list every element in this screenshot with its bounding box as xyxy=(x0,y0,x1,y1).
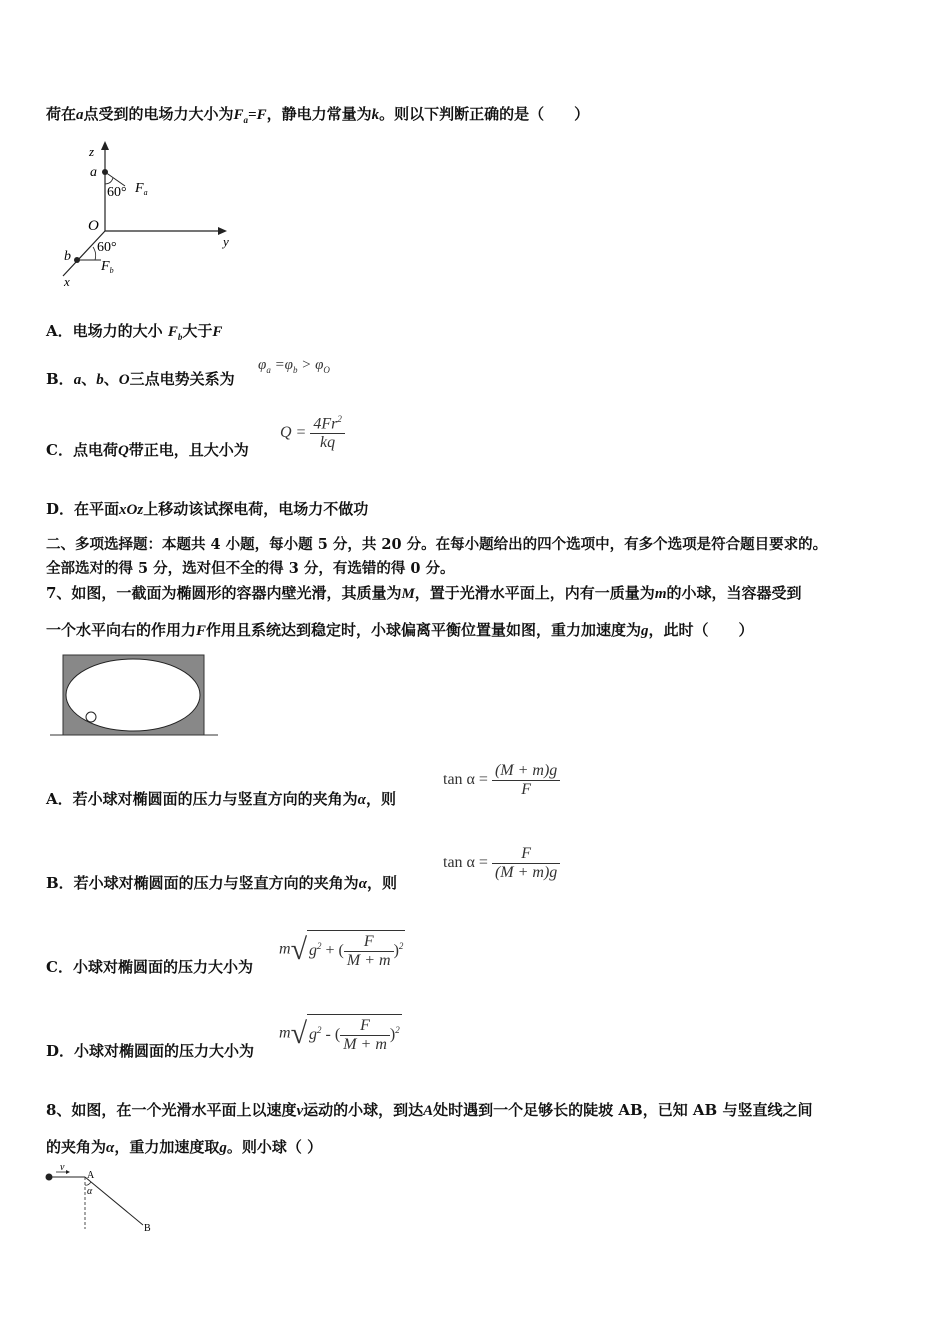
gt-phi: > φ xyxy=(301,357,324,373)
label-angle-bottom: 60° xyxy=(97,240,117,255)
var-a: a xyxy=(76,107,84,123)
var-m: m xyxy=(279,940,291,958)
text: 、 xyxy=(103,370,119,388)
label-Fb xyxy=(100,259,114,275)
label-A: A xyxy=(87,1170,95,1181)
var-a: a xyxy=(73,372,82,388)
var-F: F xyxy=(212,324,223,340)
text: 运动的小球，到达 xyxy=(303,1101,424,1119)
text: 大于 xyxy=(182,322,213,340)
var-A: A xyxy=(423,1103,434,1119)
subscript: b xyxy=(292,365,298,375)
text: 荷在 xyxy=(46,105,77,123)
q8-stem-line-1 xyxy=(46,1099,812,1120)
var-O: O xyxy=(118,372,130,388)
text: 、 xyxy=(81,370,97,388)
var-alpha: α xyxy=(106,1140,115,1156)
subscript: b xyxy=(177,332,183,342)
close-paren: ) xyxy=(393,942,399,960)
label-z: z xyxy=(89,144,95,159)
text: 。则小球（ ） xyxy=(226,1138,323,1156)
var-g: g xyxy=(309,1026,318,1044)
text: D．小球对椭圆面的压力大小为 xyxy=(46,1042,255,1060)
denominator: M + m xyxy=(343,1036,387,1053)
var-M: M xyxy=(401,586,415,602)
text: ，静电力常量为 xyxy=(266,105,372,123)
lhs: Q = xyxy=(280,423,307,441)
denominator: (M + m)g xyxy=(494,864,558,881)
var-plane: xOz xyxy=(119,502,144,518)
text: ，则 xyxy=(367,874,398,892)
eq-phi: =φ xyxy=(274,357,293,373)
slope-figure xyxy=(40,1163,170,1243)
denominator: kq xyxy=(320,434,336,452)
label-Fb-main: F xyxy=(101,259,110,274)
text: 7、如图，一截面为椭圆形的容器内壁光滑，其质量为 xyxy=(46,584,402,602)
text: 一个水平向右的作用力 xyxy=(46,621,197,639)
operator: - ( xyxy=(325,1026,341,1044)
label-b: b xyxy=(64,249,71,264)
tan-formula-a xyxy=(443,762,560,799)
q7-option-c xyxy=(46,956,253,977)
fraction xyxy=(344,933,394,970)
numerator: F xyxy=(492,845,560,864)
var-F: F xyxy=(233,107,244,123)
text: A．若小球对椭圆面的压力与竖直方向的夹角为 xyxy=(46,790,358,808)
q6-option-b xyxy=(46,368,235,389)
label-v: v xyxy=(60,1163,65,1173)
text: 作用且系统达到稳定时，小球偏离平衡位置量如图，重力加速度为 xyxy=(206,621,642,639)
denominator: F xyxy=(521,781,532,798)
q6-option-a xyxy=(46,320,222,342)
var-g: g xyxy=(309,942,318,960)
text: 的小球，当容器受到 xyxy=(666,584,802,602)
var-eq: =F xyxy=(248,107,267,123)
text: ，则 xyxy=(365,790,396,808)
text: B． xyxy=(46,370,74,388)
label-x: x xyxy=(64,274,70,289)
question-6-stem xyxy=(46,103,589,125)
var-F: F xyxy=(196,623,207,639)
fraction xyxy=(492,762,560,799)
label-alpha: α xyxy=(87,1186,93,1197)
q7-option-d xyxy=(46,1040,254,1061)
fraction xyxy=(492,845,560,882)
var-alpha: α xyxy=(357,792,366,808)
text: C．点电荷 xyxy=(46,441,118,459)
text: B．若小球对椭圆面的压力与竖直方向的夹角为 xyxy=(46,874,359,892)
text: 8、如图，在一个光滑水平面上以速度 xyxy=(46,1101,297,1119)
subscript: O xyxy=(323,365,330,375)
text: D．在平面 xyxy=(46,500,120,518)
text: 点受到的电场力大小为 xyxy=(83,105,234,123)
subscript: a xyxy=(243,115,249,125)
close-paren: ) xyxy=(389,1026,396,1044)
label-Fa-sub: a xyxy=(143,188,148,197)
numerator: (M + m)g xyxy=(492,762,560,781)
section-2-line-1: 二、多项选择题：本题共 4 小题，每小题 5 分，共 20 分。在每小题给出的四个选项中，有多个选项是符合题目要求的。 xyxy=(46,536,828,553)
text: 处时遇到一个足够长的陡坡 AB，已知 AB 与竖直线之间 xyxy=(433,1101,813,1119)
label-y: y xyxy=(223,234,229,249)
fraction xyxy=(310,414,345,452)
tan-formula-b xyxy=(443,845,560,882)
q7-stem-line-1 xyxy=(46,582,802,603)
subscript: a xyxy=(266,365,271,375)
charge-formula xyxy=(280,414,345,452)
text: 带正电，且大小为 xyxy=(128,441,249,459)
operator: + ( xyxy=(325,942,344,960)
text: A．电场力的大小 xyxy=(46,322,163,340)
label-B: B xyxy=(144,1223,151,1234)
var-g: g xyxy=(219,1140,227,1156)
superscript: 2 xyxy=(317,940,322,951)
potential-formula xyxy=(258,357,330,375)
label-O: O xyxy=(88,218,99,234)
q6-option-c xyxy=(46,439,249,460)
lhs: tan α = xyxy=(443,854,488,872)
lhs: tan α = xyxy=(443,771,488,789)
var-alpha: α xyxy=(358,876,367,892)
superscript: 2 xyxy=(317,1024,322,1035)
text: 三点电势关系为 xyxy=(129,370,235,388)
superscript: 2 xyxy=(337,414,342,424)
var-v: v xyxy=(296,1103,304,1119)
text: 的夹角为 xyxy=(46,1138,107,1156)
text: C．小球对椭圆面的压力大小为 xyxy=(46,958,253,976)
numerator: F xyxy=(344,933,394,952)
text: 。则以下判断正确的是（ ） xyxy=(379,105,590,123)
q7-option-a xyxy=(46,788,396,809)
q7-option-b xyxy=(46,872,397,893)
numerator: 4Fr xyxy=(313,415,338,433)
text: ，置于光滑水平面上，内有一质量为 xyxy=(414,584,655,602)
var-b: b xyxy=(96,372,104,388)
var-g: g xyxy=(641,623,649,639)
var-F: F xyxy=(167,324,178,340)
coordinate-figure xyxy=(55,138,245,293)
label-Fa-main: F xyxy=(135,181,144,196)
text: 上移动该试探电荷，电场力不做功 xyxy=(143,500,369,518)
var-m: m xyxy=(654,586,667,602)
ellipse-container-figure xyxy=(50,653,222,741)
denominator: M + m xyxy=(346,952,391,969)
var-Q: Q xyxy=(117,443,129,459)
section-2-line-2: 全部选对的得 5 分，选对但不全的得 3 分，有选错的得 0 分。 xyxy=(46,560,455,577)
force-formula-d: m√ $g^2$ - ( $\frac{F}{M + m}$ )$^2$ xyxy=(279,1014,402,1054)
text: ，重力加速度取 xyxy=(114,1138,220,1156)
superscript: 2 xyxy=(395,1024,400,1035)
text: ，此时（ ） xyxy=(648,621,754,639)
label-a: a xyxy=(90,165,97,180)
force-formula-c: m√ $g^2$ + ( $\frac{F}{M + m}$ )$^2$ xyxy=(279,930,405,970)
q7-stem-line-2 xyxy=(46,619,754,640)
label-angle-top: 60° xyxy=(107,185,127,200)
phi: φ xyxy=(258,357,267,373)
superscript: 2 xyxy=(398,940,404,951)
var-m: m xyxy=(279,1024,291,1042)
label-Fa xyxy=(134,181,148,197)
fraction xyxy=(340,1017,390,1054)
q6-option-d xyxy=(46,498,368,519)
numerator: F xyxy=(340,1017,390,1036)
var-k: k xyxy=(371,107,380,123)
label-Fb-sub: b xyxy=(109,266,114,275)
q8-stem-line-2 xyxy=(46,1136,322,1157)
